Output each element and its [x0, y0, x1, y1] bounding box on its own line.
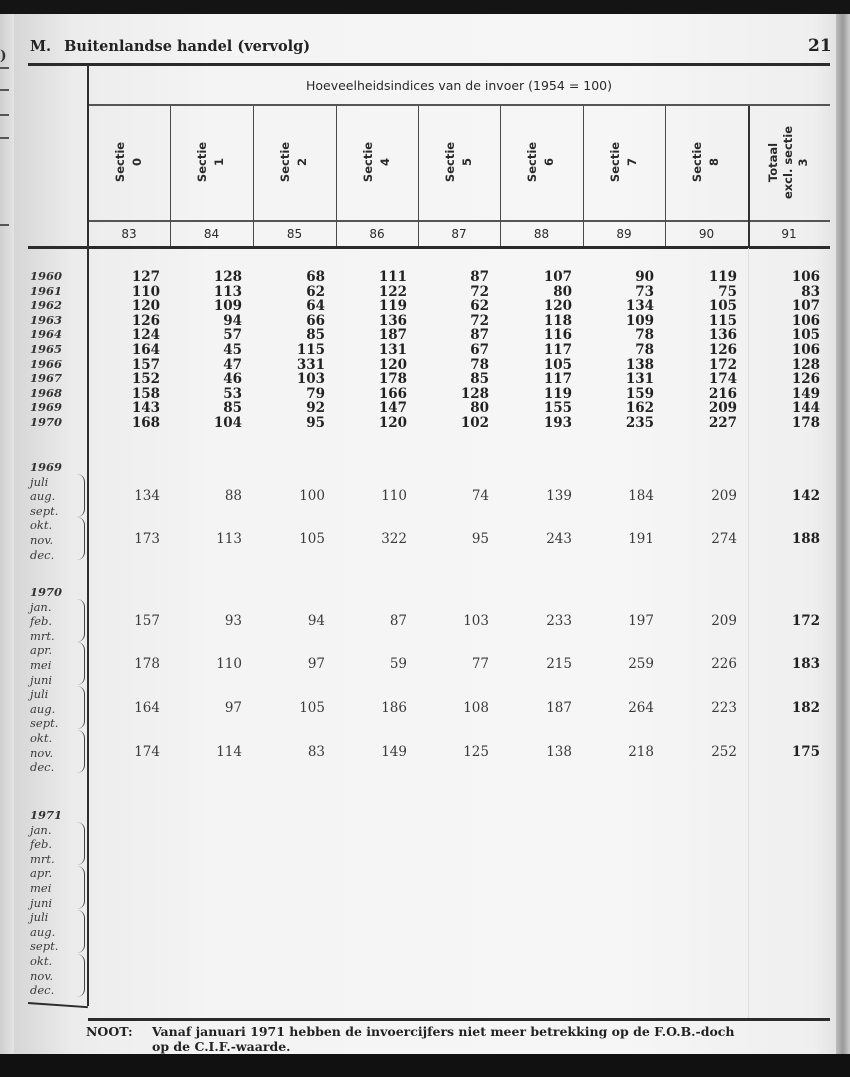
- table-cell: 187: [546, 699, 572, 716]
- month-label: juli: [30, 910, 49, 925]
- table-cell: 103: [463, 612, 489, 629]
- quarter-brace: [76, 730, 85, 773]
- row-year-label: 1969: [30, 400, 63, 415]
- period-year-label: 1969: [30, 460, 63, 474]
- table-cell: 134: [134, 487, 160, 504]
- table-cell: 128: [213, 269, 242, 285]
- table-cell: 113: [216, 530, 242, 547]
- table-cell: 117: [543, 342, 572, 358]
- table-cell: 184: [628, 487, 654, 504]
- table-cell: 68: [306, 269, 325, 285]
- table-cell: 168: [131, 415, 160, 431]
- table-cell: 116: [543, 327, 572, 344]
- table-cell: 120: [543, 298, 572, 315]
- table-cell: 252: [711, 743, 737, 760]
- month-label: nov.: [30, 745, 54, 760]
- column-number: 91: [781, 227, 797, 241]
- month-label: nov.: [30, 533, 54, 547]
- table-cell: 78: [635, 342, 654, 358]
- table-cell: 88: [224, 487, 242, 504]
- row-year-label: 1968: [30, 385, 63, 400]
- month-label: sept.: [30, 716, 59, 731]
- column-header-line: Sectie: [690, 141, 705, 183]
- table-cell: 134: [625, 298, 654, 315]
- column-header-sectie-7: [583, 106, 665, 218]
- table-cell: 274: [711, 530, 737, 547]
- table-cell: 78: [635, 327, 654, 344]
- row-year-label: 1961: [30, 283, 63, 298]
- table-cell: 174: [134, 743, 160, 760]
- month-label: feb.: [30, 837, 53, 852]
- month-label: nov.: [30, 968, 54, 983]
- column-number: 83: [121, 227, 137, 241]
- table-cell: 173: [134, 530, 160, 547]
- table-cell: 178: [134, 655, 160, 672]
- table-cell: 92: [306, 400, 325, 417]
- month-label: apr.: [30, 866, 53, 881]
- table-cell: 79: [306, 385, 325, 402]
- month-label: okt.: [30, 954, 53, 968]
- table-cell: 218: [628, 743, 654, 760]
- row-year-label: 1964: [30, 327, 63, 342]
- table-cell: 331: [296, 356, 325, 373]
- table-cell: 114: [216, 743, 242, 760]
- table-cell: 164: [134, 699, 160, 716]
- column-header-line: Sectie: [278, 141, 293, 183]
- table-cell: 127: [131, 269, 160, 285]
- table-cell: 187: [378, 327, 407, 344]
- table-cell: 178: [791, 415, 820, 431]
- column-number: 88: [533, 227, 550, 241]
- table-cell: 66: [306, 312, 325, 329]
- table-cell: 105: [708, 298, 737, 315]
- table-cell: 233: [546, 612, 572, 629]
- page-number: 21: [808, 36, 832, 56]
- table-cell: 226: [711, 655, 737, 672]
- column-header-line: Sectie: [360, 141, 375, 183]
- column-header-line: Totaal: [766, 142, 781, 182]
- table-cell: 110: [381, 487, 407, 504]
- table-cell: 106: [791, 342, 820, 358]
- month-label: juni: [30, 895, 53, 910]
- table-cell: 223: [711, 699, 737, 716]
- table-cell: 155: [543, 400, 572, 417]
- adjacent-page-paren: ): [0, 48, 7, 64]
- column-header-number: 7: [624, 157, 639, 167]
- table-cell: 117: [543, 371, 572, 388]
- table-cell: 100: [299, 487, 325, 504]
- column-header-sectie-8: [665, 106, 748, 218]
- table-cell: 83: [801, 283, 820, 300]
- table-cell: 191: [628, 530, 654, 547]
- column-header-line: Sectie: [442, 141, 457, 183]
- month-label: mrt.: [30, 851, 55, 866]
- table-cell: 77: [471, 655, 489, 672]
- table-title: Hoeveelheidsindices van de invoer (1954 = 100): [305, 77, 612, 93]
- column-header-number: 0: [129, 157, 144, 167]
- adjacent-rule: [0, 137, 9, 139]
- month-label: jan.: [30, 599, 52, 614]
- table-cell: 120: [378, 356, 407, 373]
- quarter-brace: [76, 822, 85, 865]
- table-cell: 157: [131, 356, 160, 373]
- column-header-number: 6: [542, 157, 557, 167]
- footnote: [86, 1024, 752, 1054]
- table-cell: 115: [296, 342, 325, 358]
- adjacent-rule: [0, 224, 9, 226]
- column-header-number: 5: [459, 157, 474, 167]
- table-cell: 264: [628, 699, 654, 716]
- column-number: 84: [203, 227, 220, 241]
- table-cell: 122: [378, 283, 407, 300]
- quarter-brace: [76, 954, 85, 997]
- table-cell: 139: [546, 487, 572, 504]
- table-cell: 183: [791, 655, 820, 672]
- table-cell: 87: [470, 269, 489, 285]
- table-cell: 85: [470, 371, 489, 388]
- month-label: juli: [30, 687, 49, 702]
- page-stack-edge: [836, 14, 850, 1077]
- table-cell: 87: [470, 327, 489, 344]
- table-cell: 209: [711, 612, 737, 629]
- table-cell: 90: [635, 269, 654, 285]
- table-cell: 138: [625, 356, 654, 373]
- month-label: jan.: [30, 822, 52, 837]
- table-cell: 197: [628, 612, 654, 629]
- column-number: 87: [451, 227, 467, 241]
- table-cell: 119: [708, 269, 737, 285]
- quarter-brace: [76, 686, 85, 729]
- column-header-number: 2: [295, 157, 310, 167]
- month-label: mei: [30, 881, 52, 895]
- quarter-brace: [76, 599, 85, 642]
- column-number: 89: [616, 227, 632, 241]
- table-cell: 259: [628, 655, 654, 672]
- table-cell: 95: [471, 530, 489, 547]
- table-cell: 193: [543, 415, 572, 431]
- table-bottom-rule: [88, 1018, 830, 1021]
- column-header-sectie-2: [253, 106, 336, 218]
- month-label: aug.: [30, 924, 56, 939]
- quarter-brace: [76, 474, 85, 517]
- table-cell: 57: [223, 327, 242, 344]
- table-cell: 105: [543, 356, 572, 373]
- table-cell: 128: [460, 385, 489, 402]
- column-header-sectie-0: [88, 106, 170, 218]
- month-label: juli: [30, 474, 49, 489]
- column-header-sectie-4: [336, 106, 418, 218]
- row-year-label: 1963: [30, 312, 63, 327]
- running-header: [30, 38, 310, 55]
- column-header-number: 4: [377, 157, 392, 167]
- table-cell: 53: [223, 385, 242, 402]
- table-cell: 85: [306, 327, 325, 344]
- table-cell: 105: [791, 327, 820, 344]
- table-cell: 45: [223, 342, 242, 358]
- footnote-text: Vanaf januari 1971 hebben de invoercijfers niet meer betrekking op de F.O.B.-doch op de C.I.F.-waarde.: [152, 1024, 735, 1054]
- table-cell: 110: [216, 655, 242, 672]
- quarter-brace: [76, 866, 85, 909]
- table-cell: 126: [791, 371, 820, 388]
- table-cell: 113: [213, 283, 242, 300]
- table-cell: 119: [543, 385, 572, 402]
- section-letter: M.: [30, 38, 52, 55]
- table-cell: 138: [546, 743, 572, 760]
- table-cell: 235: [625, 415, 654, 431]
- table-cell: 110: [131, 283, 160, 300]
- table-cell: 120: [378, 415, 407, 431]
- month-label: apr.: [30, 643, 53, 658]
- footnote-label: NOOT:: [86, 1024, 133, 1039]
- row-year-label: 1962: [30, 298, 63, 313]
- table-cell: 62: [306, 283, 325, 300]
- table-cell: 73: [635, 283, 654, 300]
- table-cell: 93: [224, 612, 242, 629]
- table-cell: 182: [791, 699, 820, 716]
- section-title: Buitenlandse handel (vervolg): [64, 38, 311, 55]
- table-cell: 46: [223, 371, 242, 388]
- table-cell: 108: [463, 699, 489, 716]
- table-cell: 107: [543, 269, 572, 285]
- month-label: dec.: [30, 983, 55, 998]
- table-cell: 215: [546, 655, 572, 672]
- adjacent-rule: [0, 114, 9, 116]
- table-cell: 178: [378, 371, 407, 388]
- scan-top-border: [0, 0, 850, 14]
- table-cell: 62: [470, 298, 489, 315]
- table-cell: 80: [470, 400, 489, 417]
- table-cell: 174: [708, 371, 737, 388]
- table-cell: 172: [708, 356, 737, 373]
- table-cell: 106: [791, 269, 820, 285]
- quarter-brace: [76, 910, 85, 953]
- table-cell: 172: [791, 612, 820, 629]
- column-header-line: Sectie: [112, 141, 127, 183]
- quarter-brace: [76, 517, 85, 560]
- table-cell: 149: [381, 743, 407, 760]
- column-number: 85: [286, 227, 303, 241]
- table-cell: 72: [470, 283, 489, 300]
- table-cell: 152: [131, 371, 160, 388]
- column-header-number: 3: [796, 158, 811, 167]
- month-label: okt.: [30, 731, 53, 745]
- table-cell: 124: [131, 327, 160, 344]
- header-bottom-rule: [28, 246, 830, 249]
- table-cell: 216: [708, 385, 737, 402]
- table-cell: 144: [791, 400, 820, 417]
- table-cell: 105: [299, 530, 325, 547]
- table-cell: 227: [708, 415, 737, 431]
- table-cell: 105: [299, 699, 325, 716]
- month-label: sept.: [30, 939, 59, 954]
- table-cell: 107: [791, 298, 820, 315]
- table-cell: 166: [378, 385, 407, 402]
- table-cell: 72: [470, 312, 489, 329]
- table-cell: 118: [543, 312, 572, 329]
- table-cell: 147: [378, 400, 407, 417]
- table-cell: 143: [131, 400, 160, 417]
- row-year-label: 1967: [30, 371, 63, 386]
- table-cell: 322: [381, 530, 407, 547]
- month-label: feb.: [30, 614, 53, 629]
- month-label: dec.: [30, 547, 55, 562]
- table-cell: 159: [625, 385, 654, 402]
- table-cell: 103: [296, 371, 325, 388]
- table-cell: 78: [470, 356, 489, 373]
- adjacent-rule: [0, 67, 9, 69]
- table-cell: 80: [553, 283, 572, 300]
- scan-bottom-border: [0, 1054, 850, 1077]
- table-cell: 186: [381, 699, 407, 716]
- column-header-line: Sectie: [195, 141, 210, 183]
- table-cell: 97: [224, 699, 242, 716]
- table-cell: 94: [307, 612, 325, 629]
- table-cell: 175: [791, 743, 820, 760]
- table-cell: 142: [791, 487, 820, 504]
- row-year-label: 1965: [30, 342, 63, 356]
- period-year-label: 1970: [30, 585, 63, 599]
- column-number: 90: [698, 227, 715, 241]
- month-label: mrt.: [30, 628, 55, 643]
- table-cell: 157: [134, 612, 160, 629]
- table-cell: 131: [378, 342, 407, 358]
- table-cell: 94: [223, 312, 242, 329]
- table-cell: 162: [625, 400, 654, 417]
- table-cell: 131: [625, 371, 654, 388]
- column-header-line: Sectie: [607, 141, 622, 183]
- month-label: juni: [30, 672, 53, 687]
- table-cell: 188: [791, 530, 820, 547]
- table-cell: 136: [378, 312, 407, 329]
- month-label: dec.: [30, 760, 55, 775]
- table-cell: 115: [708, 312, 737, 329]
- month-label: aug.: [30, 489, 56, 504]
- table-cell: 47: [223, 356, 242, 373]
- month-label: mei: [30, 658, 52, 672]
- table-cell: 125: [463, 743, 489, 760]
- total-column-divider: [748, 248, 749, 1018]
- table-cell: 67: [470, 342, 489, 358]
- row-year-label: 1970: [30, 415, 63, 429]
- adjacent-rule: [0, 89, 9, 91]
- table-cell: 97: [307, 655, 325, 672]
- table-cell: 87: [389, 612, 407, 629]
- table-cell: 243: [546, 530, 572, 547]
- table-cell: 126: [131, 312, 160, 329]
- table-cell: 209: [711, 487, 737, 504]
- column-header-line: excl. sectie: [781, 125, 796, 199]
- table-cell: 102: [460, 415, 489, 431]
- table-cell: 149: [791, 385, 820, 402]
- column-header-sectie-6: [500, 106, 583, 218]
- table-cell: 59: [389, 655, 407, 672]
- column-header-number: 1: [212, 157, 227, 167]
- table-cell: 74: [471, 487, 489, 504]
- table-cell: 109: [213, 298, 242, 315]
- table-cell: 209: [708, 400, 737, 417]
- table-cell: 126: [708, 342, 737, 358]
- row-year-label: 1960: [30, 269, 63, 283]
- table-cell: 164: [131, 342, 160, 358]
- period-year-label: 1971: [30, 808, 63, 822]
- month-label: sept.: [30, 503, 59, 518]
- table-cell: 109: [625, 312, 654, 329]
- table-cell: 64: [306, 298, 325, 315]
- table-cell: 83: [307, 743, 325, 760]
- table-cell: 85: [223, 400, 242, 417]
- table-cell: 158: [131, 385, 160, 402]
- table-cell: 75: [718, 283, 737, 300]
- table-cell: 111: [378, 269, 407, 285]
- month-label: okt.: [30, 518, 53, 533]
- table-cell: 136: [708, 327, 737, 344]
- quarter-brace: [76, 642, 85, 685]
- table-cell: 120: [131, 298, 160, 315]
- table-cell: 128: [791, 356, 820, 373]
- column-header-sectie-5: [418, 106, 500, 218]
- column-header-number: 8: [707, 157, 722, 167]
- column-header-totaal: [748, 106, 830, 218]
- month-label: aug.: [30, 701, 56, 716]
- column-number: 86: [369, 227, 385, 241]
- table-cell: 119: [378, 298, 407, 315]
- table-cell: 106: [791, 312, 820, 329]
- column-header-sectie-1: [170, 106, 253, 218]
- column-header-line: Sectie: [525, 141, 540, 183]
- table-cell: 95: [306, 415, 325, 431]
- row-year-label: 1966: [30, 356, 63, 371]
- table-cell: 104: [213, 415, 242, 431]
